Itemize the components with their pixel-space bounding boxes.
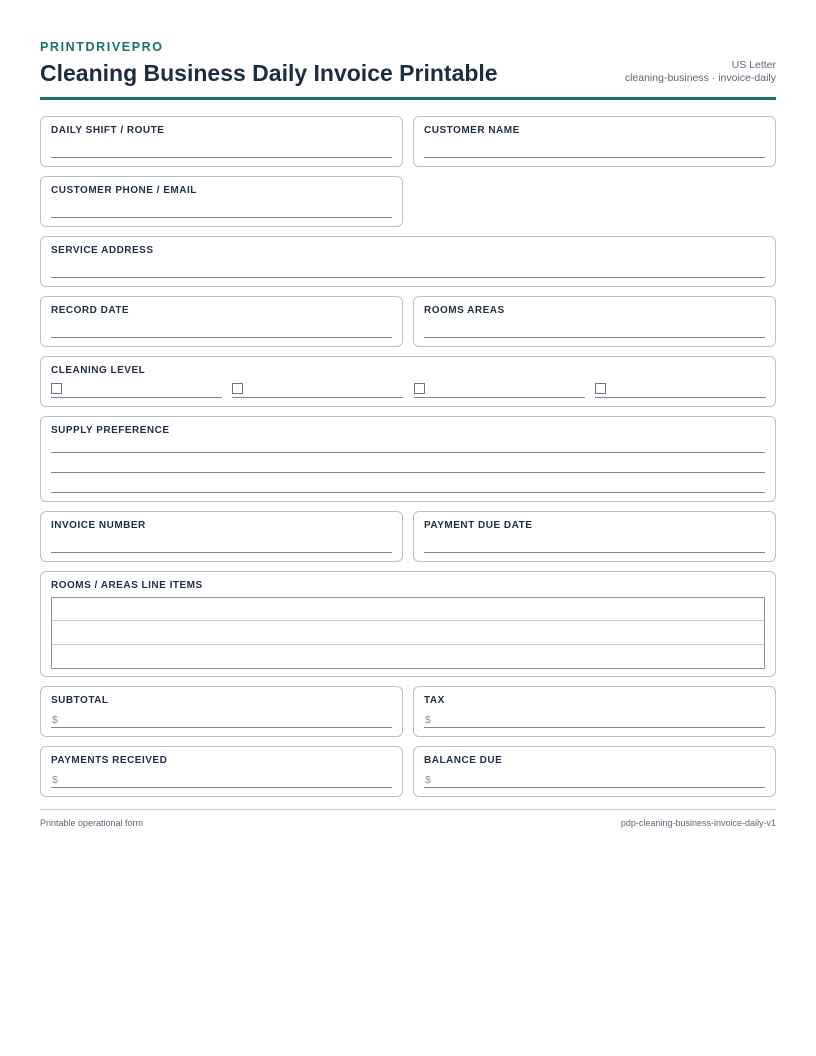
option-write-line[interactable] bbox=[232, 397, 403, 398]
record-date-line[interactable] bbox=[51, 337, 392, 338]
payment-due-date-label: PAYMENT DUE DATE bbox=[424, 520, 533, 531]
line-items-label: ROOMS / AREAS LINE ITEMS bbox=[51, 580, 203, 591]
customer-name-label: CUSTOMER NAME bbox=[424, 125, 520, 136]
supply-preference-line-2[interactable] bbox=[51, 472, 765, 473]
record-date-field[interactable] bbox=[40, 296, 403, 347]
cleaning-level-label: CLEANING LEVEL bbox=[51, 365, 146, 376]
balance-due-label: BALANCE DUE bbox=[424, 755, 503, 766]
customer-phone-email-label: CUSTOMER PHONE / EMAIL bbox=[51, 185, 197, 196]
checkbox[interactable] bbox=[414, 383, 425, 394]
line-items-table bbox=[51, 597, 765, 669]
tax-field[interactable] bbox=[413, 686, 776, 737]
daily-shift-route-line[interactable] bbox=[51, 157, 392, 158]
daily-shift-route-field[interactable] bbox=[40, 116, 403, 167]
brand-name: PRINTDRIVEPRO bbox=[40, 40, 164, 54]
supply-preference-field[interactable] bbox=[40, 416, 776, 502]
subtotal-label: SUBTOTAL bbox=[51, 695, 109, 706]
document-tags: cleaning-business · invoice-daily bbox=[624, 72, 776, 84]
table-row[interactable] bbox=[52, 645, 764, 668]
payments-received-line[interactable] bbox=[51, 787, 392, 788]
rooms-areas-line[interactable] bbox=[424, 337, 765, 338]
cleaning-level-field bbox=[40, 356, 776, 407]
line-items-section bbox=[40, 571, 776, 677]
supply-preference-line-1[interactable] bbox=[51, 452, 765, 453]
supply-preference-label: SUPPLY PREFERENCE bbox=[51, 425, 170, 436]
checkbox[interactable] bbox=[51, 383, 62, 394]
table-row[interactable] bbox=[52, 621, 764, 644]
tax-line[interactable] bbox=[424, 727, 765, 728]
record-date-label: RECORD DATE bbox=[51, 305, 130, 316]
invoice-number-field[interactable] bbox=[40, 511, 403, 562]
service-address-field[interactable] bbox=[40, 236, 776, 287]
currency-symbol: $ bbox=[425, 774, 431, 786]
checkbox[interactable] bbox=[595, 383, 606, 394]
form-id: pdp-cleaning-business-invoice-daily-v1 bbox=[620, 818, 776, 828]
currency-symbol: $ bbox=[52, 714, 58, 726]
cleaning-level-option-3[interactable] bbox=[414, 383, 585, 399]
customer-phone-email-field[interactable] bbox=[40, 176, 403, 227]
option-write-line[interactable] bbox=[595, 397, 766, 398]
supply-preference-line-3[interactable] bbox=[51, 492, 765, 493]
balance-due-line[interactable] bbox=[424, 787, 765, 788]
table-row[interactable] bbox=[52, 598, 764, 621]
rooms-areas-field[interactable] bbox=[413, 296, 776, 347]
customer-name-field[interactable] bbox=[413, 116, 776, 167]
currency-symbol: $ bbox=[52, 774, 58, 786]
footer-divider bbox=[40, 809, 776, 810]
option-write-line[interactable] bbox=[51, 397, 222, 398]
invoice-number-label: INVOICE NUMBER bbox=[51, 520, 146, 531]
payment-due-date-field[interactable] bbox=[413, 511, 776, 562]
header-divider bbox=[40, 97, 776, 100]
payment-due-date-line[interactable] bbox=[424, 552, 765, 553]
cleaning-level-option-2[interactable] bbox=[232, 383, 403, 399]
subtotal-line[interactable] bbox=[51, 727, 392, 728]
daily-shift-route-label: DAILY SHIFT / ROUTE bbox=[51, 125, 165, 136]
rooms-areas-label: ROOMS AREAS bbox=[424, 305, 505, 316]
service-address-line[interactable] bbox=[51, 277, 765, 278]
option-write-line[interactable] bbox=[414, 397, 585, 398]
currency-symbol: $ bbox=[425, 714, 431, 726]
customer-phone-email-line[interactable] bbox=[51, 217, 392, 218]
cleaning-level-option-1[interactable] bbox=[51, 383, 222, 399]
tax-label: TAX bbox=[424, 695, 445, 706]
footer-caption: Printable operational form bbox=[40, 818, 144, 828]
paper-size: US Letter bbox=[731, 59, 776, 71]
invoice-number-line[interactable] bbox=[51, 552, 392, 553]
page-title: Cleaning Business Daily Invoice Printable bbox=[40, 60, 498, 86]
checkbox[interactable] bbox=[232, 383, 243, 394]
invoice-form-page bbox=[40, 40, 776, 828]
subtotal-field[interactable] bbox=[40, 686, 403, 737]
document-meta bbox=[625, 59, 776, 85]
customer-name-line[interactable] bbox=[424, 157, 765, 158]
service-address-label: SERVICE ADDRESS bbox=[51, 245, 154, 256]
cleaning-level-option-4[interactable] bbox=[595, 383, 766, 399]
payments-received-label: PAYMENTS RECEIVED bbox=[51, 755, 168, 766]
balance-due-field[interactable] bbox=[413, 746, 776, 797]
payments-received-field[interactable] bbox=[40, 746, 403, 797]
